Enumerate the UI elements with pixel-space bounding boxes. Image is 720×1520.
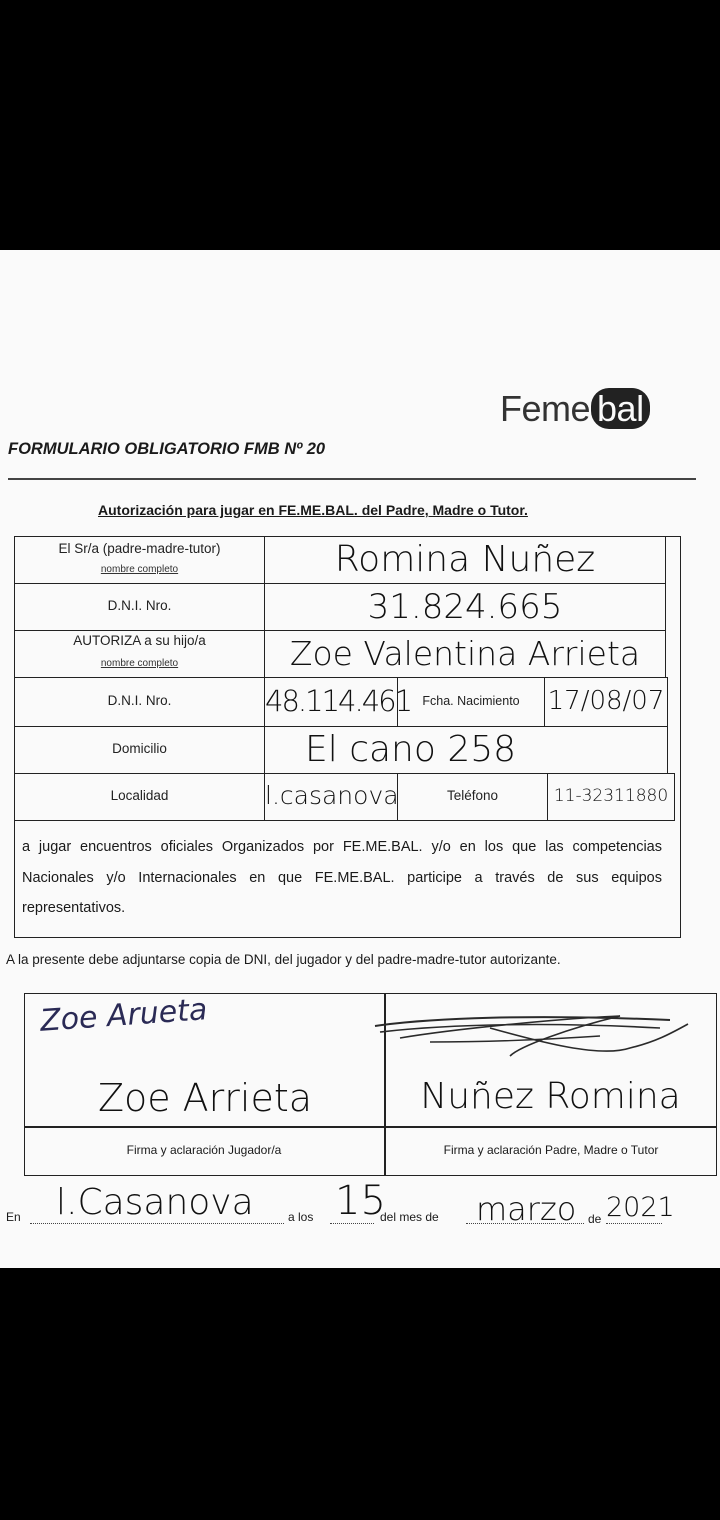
attachment-note: A la presente debe adjuntarse copia de DNI, del jugador y del padre-madre-tutor autorizante. [6,952,561,967]
parent-signature-caption: Firma y aclaración Padre, Madre o Tutor [443,1143,659,1157]
locality-value: l.casanova [265,781,399,810]
birthdate-value-cell [544,677,668,727]
locality-label-cell [14,773,265,821]
child-dni-value-cell [264,677,412,727]
signature-caption-divider [24,1126,717,1128]
address-value-cell [264,726,668,774]
form-title: FORMULARIO OBLIGATORIO FMB Nº 20 [8,440,326,458]
footer-de-label: de [588,1212,602,1226]
parent-name-value-cell [264,536,666,584]
phone-value: 11-32311880 [553,786,669,806]
child-name-value: Zoe Valentina Arrieta [289,634,641,673]
parent-dni-value-cell [264,583,666,631]
address-value: El cano 258 [305,729,517,770]
birthdate-label-cell [397,677,545,727]
locality-label: Localidad [110,788,169,803]
femebal-logo [500,388,650,430]
child-dni-value: 48.114.461 [265,684,412,718]
parent-signature-scribble [370,998,700,1068]
player-signature: Zoe Arueta [38,992,209,1039]
form-subtitle: Autorización para jugar en FE.ME.BAL. del Padre, Madre o Tutor. [98,502,528,518]
birthdate-value: 17/08/07 [547,686,665,716]
parent-name-sublabel: nombre completo [100,564,179,575]
child-dni-label-cell [14,677,265,727]
footer-en-label: En [6,1210,21,1224]
footer-alos-label: a los [288,1210,314,1224]
parent-name-label: El Sr/a (padre-madre-tutor) [58,541,221,556]
footer-mes-label: del mes de [380,1210,439,1224]
player-printed-name: Zoe Arrieta [97,1076,313,1120]
locality-value-cell [264,773,398,821]
phone-label: Teléfono [446,788,499,803]
parent-printed-name: Nuñez Romina [420,1076,681,1117]
parent-dni-label-cell [14,583,265,631]
parent-name-label-cell [14,536,265,584]
footer-month: marzo [476,1190,577,1228]
birthdate-label: Fcha. Nacimiento [422,694,520,708]
phone-label-cell [397,773,548,821]
phone-value-cell [547,773,675,821]
child-name-sublabel: nombre completo [100,658,179,669]
child-name-label: AUTORIZA a su hijo/a [73,633,206,648]
address-label: Domicilio [112,741,167,756]
logo-badge: bal [591,388,650,429]
authorization-paragraph: a jugar encuentros oficiales Organizados por FE.ME.BAL. y/o en los que las competencias Nacionales y/o Internacionales en que FE.ME.BAL. participe a través de sus equipos representativos. [22,839,662,916]
player-signature-caption: Firma y aclaración Jugador/a [126,1143,282,1157]
child-name-value-cell [264,630,666,678]
child-dni-label: D.N.I. Nro. [107,693,172,708]
title-divider [8,478,696,480]
footer-year: 2021 [606,1192,675,1223]
address-label-cell [14,726,265,774]
logo-text: Feme [500,388,591,429]
form-page [0,250,720,1268]
child-name-label-cell [14,630,265,678]
parent-dni-value: 31.824.665 [367,587,563,627]
parent-dni-label: D.N.I. Nro. [107,598,172,613]
footer-place: l.Casanova [56,1182,254,1223]
footer-day: 15 [335,1178,386,1224]
parent-name-value: Romina Nuñez [334,539,596,580]
